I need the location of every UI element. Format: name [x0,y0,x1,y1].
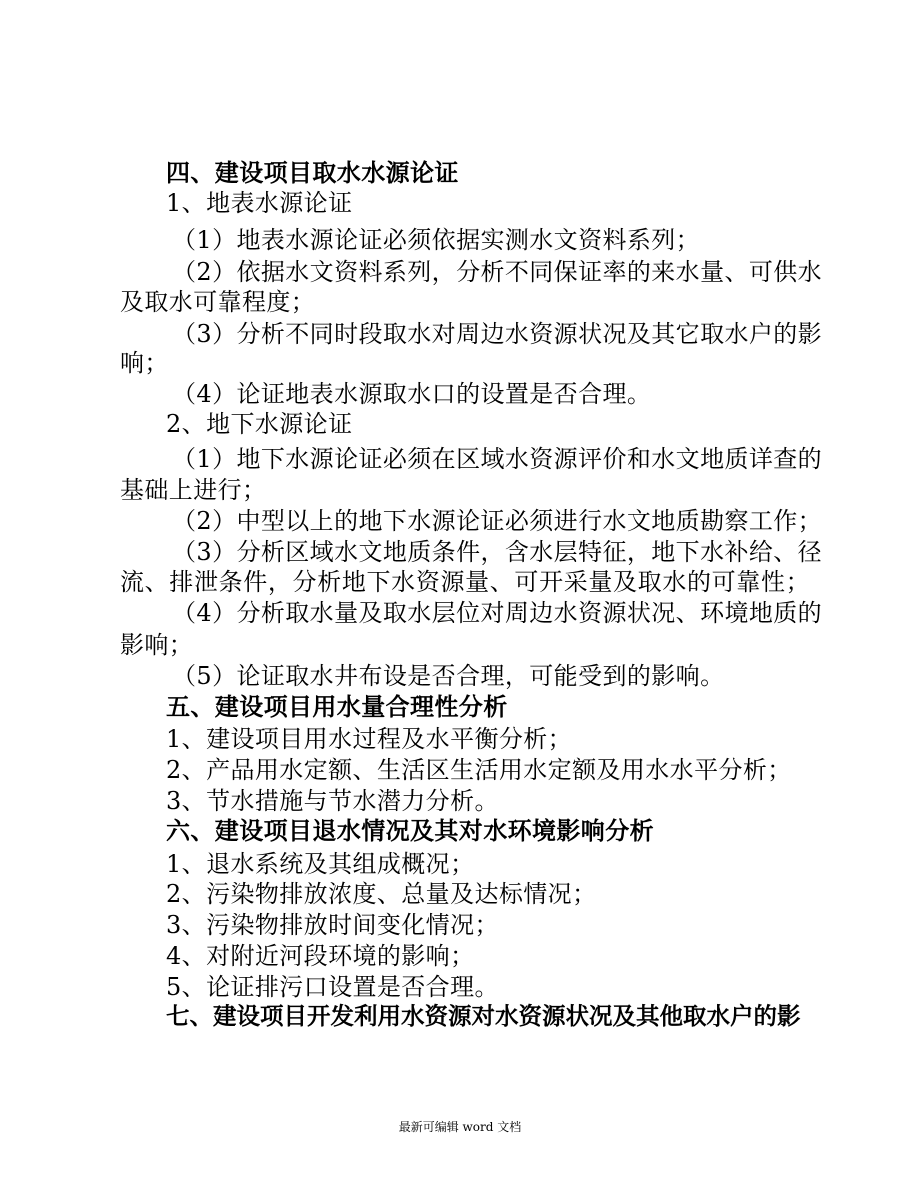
section-heading: 七、建设项目开发利用水资源对水资源状况及其他取水户的影 [166,1002,801,1030]
paragraph-line: 基础上进行； [120,476,267,504]
section-heading: 四、建设项目取水水源论证 [166,159,459,187]
paragraph-line: （2）中型以上的地下水源论证必须进行水文地质勘察工作； [172,507,823,535]
paragraph-line: （1）地下水源论证必须在区域水资源评价和水文地质详查的 [172,445,823,473]
section-heading: 六、建设项目退水情况及其对水环境影响分析 [166,817,654,845]
paragraph-line: 影响； [120,631,194,659]
paragraph-line: （4）分析取水量及取水层位对周边水资源状况、环境地质的 [172,599,823,627]
paragraph-line: （3）分析区域水文地质条件，含水层特征，地下水补给、径 [172,538,823,566]
list-item: 1、退水系统及其组成概况； [166,850,475,878]
paragraph-line: （3）分析不同时段取水对周边水资源状况及其它取水户的影 [172,320,823,348]
paragraph-line: （5）论证取水井布设是否合理，可能受到的影响。 [172,662,725,690]
paragraph-line: （4）论证地表水源取水口的设置是否合理。 [172,380,652,408]
section-heading: 五、建设项目用水量合理性分析 [166,693,508,721]
paragraph-line: 及取水可靠程度； [120,288,316,316]
list-item: 5、论证排污口设置是否合理。 [166,973,499,1001]
list-item: 2、污染物排放浓度、总量及达标情况； [166,880,597,908]
list-item: 2、产品用水定额、生活区生活用水定额及用水水平分析； [166,756,792,784]
list-item: 3、节水措施与节水潜力分析。 [166,787,499,815]
subsection-title: 2、地下水源论证 [166,410,353,438]
list-item: 3、污染物排放时间变化情况； [166,911,499,939]
subsection-title: 1、地表水源论证 [166,189,353,217]
paragraph-line: （2）依据水文资料系列，分析不同保证率的来水量、可供水 [172,258,823,286]
paragraph-line: 响； [120,349,169,377]
paragraph-line: （1）地表水源论证必须依据实测水文资料系列； [172,226,701,254]
list-item: 1、建设项目用水过程及水平衡分析； [166,725,573,753]
paragraph-line: 流、排泄条件，分析地下水资源量、可开采量及取水的可靠性； [120,568,810,596]
page-footer: 最新可编辑 word 文档 [398,1120,522,1134]
list-item: 4、对附近河段环境的影响； [166,942,475,970]
